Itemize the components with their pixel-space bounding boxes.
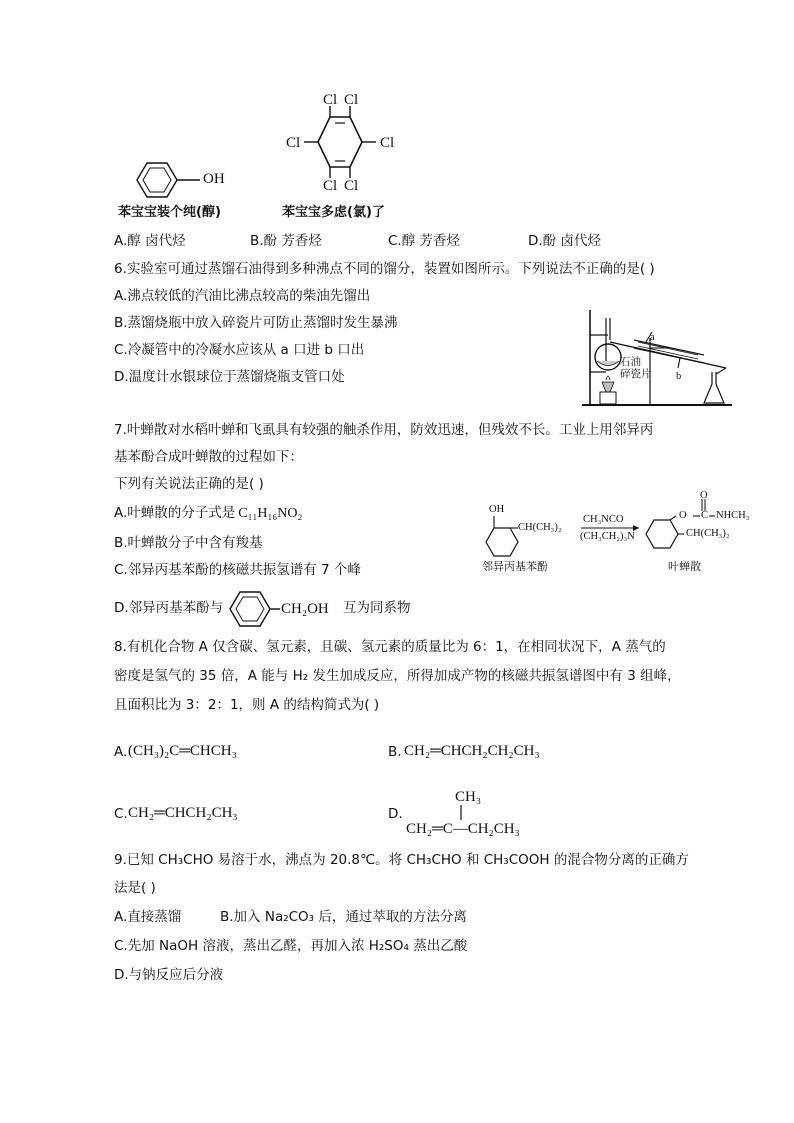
q5-option-c: C.醇 芳香烃: [388, 233, 461, 249]
product-substituent: CH(CH₃)₂: [686, 528, 730, 539]
q5-option-b: B.酚 芳香烃: [250, 233, 322, 249]
q8-option-b-label: B.: [388, 744, 402, 760]
q5-option-d: D.酚 卤代烃: [528, 233, 601, 249]
q9-option-d: D.与钠反应后分液: [114, 967, 224, 983]
cl-label: Cl: [323, 178, 338, 194]
q5-option-a: A.醇 卤代烃: [114, 233, 186, 249]
q7-stem-line3: 下列有关说法正确的是( ): [114, 476, 264, 492]
q8-stem-line1: 8.有机化合物 A 仅含碳、氢元素，且碳、氢元素的质量比为 6：1，在相同状况下，A 蒸气的: [114, 639, 666, 655]
q7-option-d-suffix: 互为同系物: [343, 600, 411, 616]
q7-option-a-formula: C₁₁H₁₆NO₂: [238, 506, 303, 521]
q8-option-b-formula: CH₂═CHCH₂CH₂CH₃: [404, 743, 540, 759]
cl-label: Cl: [344, 92, 359, 108]
product-carbonyl-c: C: [701, 510, 709, 521]
cl-label: Cl: [286, 135, 301, 151]
product-nhch3: NHCH₃: [716, 510, 750, 521]
q6-option-c: C.冷凝管中的冷凝水应该从 a 口进 b 口出: [114, 342, 365, 358]
q8-option-d-top: CH₃: [455, 789, 482, 805]
q8-stem-line2: 密度是氢气的 35 倍，A 能与 H₂ 发生加成反应，所得加成产物的核磁共振氢谱图中有 3 组峰，: [114, 668, 681, 684]
q8-option-a-formula: (CH₃)₂C═CHCH₃: [128, 743, 237, 759]
q6-option-d: D.温度计水银球位于蒸馏烧瓶支管口处: [114, 369, 345, 385]
q9-stem-line2: 法是( ): [114, 880, 156, 896]
q9-option-a: A.直接蒸馏: [114, 909, 182, 925]
product-ether-o: O: [679, 510, 687, 521]
product-carbonyl-o: O: [700, 490, 708, 501]
reactant-substituent: CH(CH₃)₂: [518, 522, 562, 533]
cl-label: Cl: [323, 92, 338, 108]
q8-stem-line3: 且面积比为 3：2：1，则 A 的结构简式为( ): [114, 697, 380, 713]
phenol-oh-label: OH: [203, 171, 225, 187]
phenol-caption: 苯宝宝装个纯(醇): [118, 205, 221, 220]
q6-stem: 6.实验室可通过蒸馏石油得到多种沸点不同的馏分，装置如图所示。下列说法不正确的是( ): [114, 261, 655, 277]
q8-option-c-formula: CH₂═CHCH₂CH₃: [128, 805, 238, 821]
reagent-bottom: (CH₃CH₂)₃N: [580, 531, 635, 542]
q9-option-c: C.先加 NaOH 溶液，蒸出乙醛，再加入浓 H₂SO₄ 蒸出乙酸: [114, 938, 468, 954]
q7-option-d-group: CH₂OH: [281, 601, 329, 617]
reactant-oh-label: OH: [489, 504, 505, 515]
q7-option-c: C.邻异丙基苯酚的核磁共振氢谱有 7 个峰: [114, 562, 361, 578]
q8-option-d-label: D.: [388, 806, 403, 822]
q6-option-b: B.蒸馏烧瓶中放入碎瓷片可防止蒸馏时发生暴沸: [114, 315, 398, 331]
q7-option-d-prefix: D.邻异丙基苯酚与: [114, 600, 224, 616]
product-name: 叶蝉散: [668, 560, 701, 573]
cl-label: Cl: [380, 135, 395, 151]
petroleum-label: 石油: [620, 357, 641, 368]
distillation-apparatus: [576, 300, 736, 410]
porcelain-label: 碎瓷片: [620, 369, 652, 380]
condenser-outlet-label-b: b: [676, 371, 682, 382]
q6-option-a: A.沸点较低的汽油比沸点较高的柴油先馏出: [114, 288, 371, 304]
q7-option-d: [114, 602, 223, 616]
reactant-name: 邻异丙基苯酚: [482, 560, 548, 573]
q7-stem-line2: 基苯酚合成叶蝉散的过程如下：: [114, 449, 303, 465]
q8-option-d-formula: CH₂═C—CH₂CH₃: [406, 821, 520, 837]
q9-option-b: B.加入 Na₂CO₃ 后，通过萃取的方法分离: [220, 909, 467, 925]
reagent-top: CH₃NCO: [583, 514, 624, 525]
benzyl-alcohol-ring: [224, 585, 284, 635]
q8-option-c-label: C.: [114, 806, 128, 822]
q8-option-d-bond: [456, 803, 466, 823]
q7-option-b: B.叶蝉散分子中含有羧基: [114, 535, 263, 551]
q7-stem-line1: 7.叶蝉散对水稻叶蝉和飞虱具有较强的触杀作用，防效迅速，但残效不长。工业上用邻异丙: [114, 422, 654, 438]
q7-option-a-text: A.叶蝉散的分子式是: [114, 505, 236, 521]
q8-option-a-label: A.: [114, 744, 128, 760]
q9-stem-line1: 9.已知 CH₃CHO 易溶于水，沸点为 20.8℃。将 CH₃CHO 和 CH₃COOH 的混合物分离的正确方: [114, 852, 689, 868]
tetrachloro-caption: 苯宝宝多虑(氯)了: [282, 205, 385, 220]
q7-option-a: [114, 507, 302, 521]
condenser-inlet-label-a: a: [650, 332, 655, 343]
cl-label: Cl: [344, 178, 359, 194]
